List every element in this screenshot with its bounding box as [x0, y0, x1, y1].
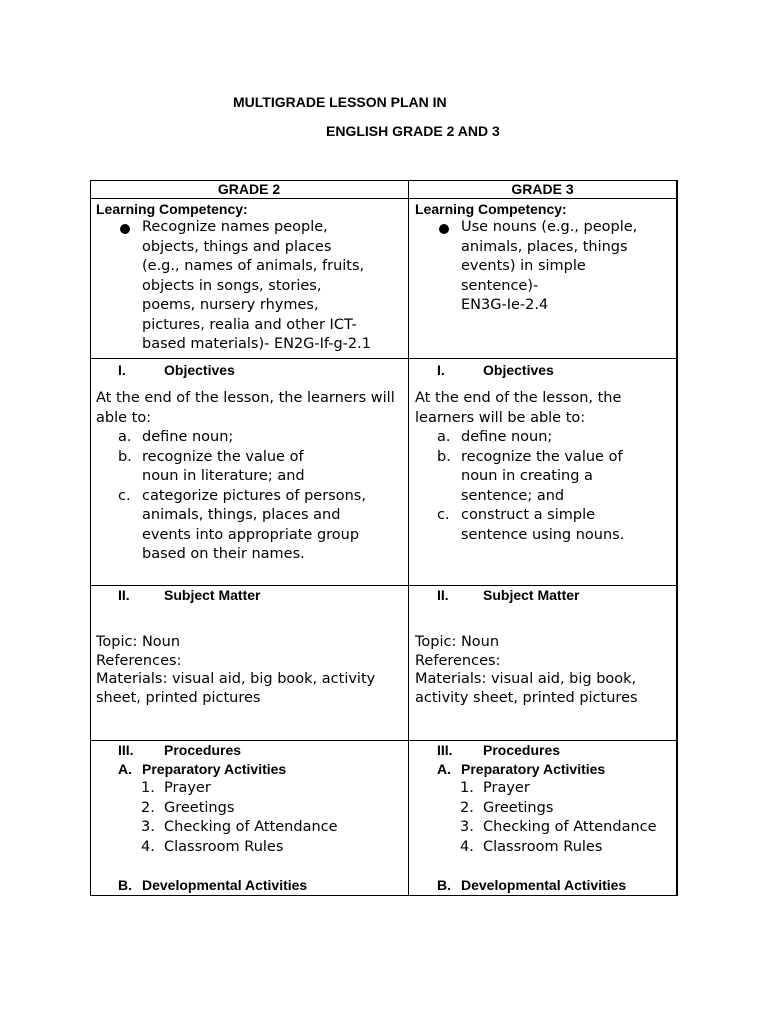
step-text: Prayer: [483, 780, 530, 796]
section-label: Objectives: [164, 362, 235, 378]
g2-topic: Topic: Noun: [96, 634, 181, 650]
g3-objective-a: [415, 428, 673, 448]
g2-objectives-heading: [96, 361, 408, 381]
list-marker: 4.: [141, 838, 155, 855]
roman-numeral: I.: [118, 362, 126, 378]
objective-line: noun in creating a: [461, 468, 593, 484]
list-marker: 2.: [141, 799, 155, 816]
g3-objectives-intro: learners will be able to:: [415, 409, 586, 426]
section-label: Procedures: [164, 742, 242, 758]
objective-line: animals, things, places and: [142, 507, 341, 523]
objective-line: construct a simple: [461, 507, 596, 523]
list-marker: B.: [437, 877, 451, 893]
g2-references: References:: [96, 652, 182, 669]
g2-competency-line: poems, nursery rhymes,: [142, 297, 319, 313]
list-marker: 3.: [141, 819, 155, 835]
step-text: Prayer: [164, 780, 211, 796]
g3-competency-line: EN3G-Ie-2.4: [461, 297, 549, 313]
g3-objective-c: [415, 506, 673, 545]
step-text: Checking of Attendance: [483, 819, 657, 835]
title-line-2: ENGLISH GRADE 2 AND 3: [326, 123, 500, 139]
g2-developmental-heading: [96, 876, 408, 896]
objective-line: define noun;: [142, 429, 234, 445]
list-marker: b.: [437, 448, 451, 465]
subsection-label: Developmental Activities: [142, 877, 308, 893]
g2-competency-line: (e.g., names of animals, fruits,: [142, 258, 365, 274]
roman-numeral: II.: [437, 587, 449, 603]
g2-objectives-cell: [96, 361, 408, 565]
roman-numeral: I.: [437, 362, 445, 378]
g2-preparatory-heading: [96, 760, 408, 779]
list-marker: 1.: [141, 780, 155, 796]
g2-competency-label: Learning Competency:: [96, 201, 248, 217]
g2-objectives-intro: able to:: [96, 409, 152, 426]
list-marker: A.: [118, 761, 132, 777]
section-label: Objectives: [483, 362, 554, 378]
subsection-label: Preparatory Activities: [461, 761, 606, 777]
g2-step: [96, 779, 408, 799]
table-border-left: [90, 180, 91, 896]
g3-objective-b: [415, 448, 673, 507]
bullet-icon: [439, 224, 449, 234]
g2-subject-matter-heading: [96, 586, 408, 606]
roman-numeral: II.: [118, 587, 130, 603]
table-border-right: [676, 180, 678, 896]
g3-subject-matter-heading: [415, 586, 673, 606]
g3-step: [415, 838, 673, 858]
g2-competency-line: objects in songs, stories,: [142, 277, 322, 294]
g3-competency-line: animals, places, things: [461, 238, 628, 255]
g3-competency-line: sentence)-: [461, 277, 539, 294]
g3-references: References:: [415, 652, 501, 669]
subsection-label: Developmental Activities: [461, 877, 627, 893]
g2-step: [96, 799, 408, 819]
g3-developmental-heading: [415, 876, 673, 896]
g3-competency-label: Learning Competency:: [415, 201, 567, 217]
g3-objectives-intro: At the end of the lesson, the: [415, 390, 622, 406]
roman-numeral: III.: [118, 742, 134, 758]
list-marker: 1.: [460, 780, 474, 796]
g3-materials: activity sheet, printed pictures: [415, 689, 638, 706]
bullet-icon: [120, 224, 130, 234]
objective-line: based on their names.: [142, 546, 305, 562]
g2-objective-c: [96, 487, 408, 565]
section-label: Subject Matter: [164, 587, 261, 603]
step-text: Classroom Rules: [483, 838, 603, 855]
g2-procedures-cell: [96, 741, 408, 896]
g3-step: [415, 799, 673, 819]
step-text: Checking of Attendance: [164, 819, 338, 835]
g3-competency-line: Use nouns (e.g., people,: [461, 219, 638, 235]
objective-line: sentence; and: [461, 487, 565, 504]
g3-step: [415, 818, 673, 838]
g3-preparatory-heading: [415, 760, 673, 779]
g2-step: [96, 818, 408, 838]
step-text: Classroom Rules: [164, 838, 284, 855]
g2-objectives-intro: At the end of the lesson, the learners will: [96, 390, 395, 406]
list-marker: 2.: [460, 799, 474, 816]
g3-materials: Materials: visual aid, big book,: [415, 671, 637, 687]
g3-topic: Topic: Noun: [415, 634, 500, 650]
list-marker: a.: [437, 429, 451, 445]
g2-materials: sheet, printed pictures: [96, 689, 261, 706]
g3-procedures-cell: [415, 741, 673, 896]
g3-subject-matter-cell: [415, 586, 673, 707]
g3-competency-line: events) in simple: [461, 258, 586, 274]
list-marker: A.: [437, 761, 451, 777]
g3-step: [415, 779, 673, 799]
list-marker: b.: [118, 448, 132, 465]
list-marker: c.: [437, 507, 450, 523]
list-marker: 4.: [460, 838, 474, 855]
g3-objectives-heading: [415, 361, 673, 381]
g2-competency-cell: [96, 200, 408, 355]
g2-materials: Materials: visual aid, big book, activity: [96, 671, 376, 687]
objective-line: define noun;: [461, 429, 553, 445]
objective-line: events into appropriate group: [142, 526, 360, 543]
list-marker: c.: [118, 487, 131, 504]
list-marker: B.: [118, 877, 132, 893]
list-marker: 3.: [460, 819, 474, 835]
g2-competency-line: Recognize names people,: [142, 219, 328, 235]
g3-competency-cell: [415, 200, 673, 316]
roman-numeral: III.: [437, 742, 453, 758]
g3-objectives-cell: [415, 361, 673, 545]
column-divider: [408, 180, 409, 896]
row-divider-1: [90, 358, 677, 359]
lesson-plan-table: [90, 180, 677, 896]
objective-line: categorize pictures of persons,: [142, 487, 366, 504]
section-label: Subject Matter: [483, 587, 580, 603]
title-line-1: MULTIGRADE LESSON PLAN IN: [233, 94, 447, 110]
g3-procedures-heading: [415, 741, 673, 760]
objective-line: recognize the value of: [461, 448, 623, 465]
g2-competency-line: based materials)- EN2G-If-g-2.1: [142, 336, 371, 352]
column-header-grade-3: GRADE 3: [511, 181, 574, 197]
g2-competency-line: objects, things and places: [142, 238, 332, 255]
g2-objective-a: [96, 428, 408, 448]
g3-competency-bullet: [415, 218, 673, 316]
column-header-grade-2: GRADE 2: [217, 181, 281, 197]
objective-line: recognize the value of: [142, 448, 304, 465]
step-text: Greetings: [483, 799, 554, 816]
g2-competency-bullet: [96, 218, 408, 355]
list-marker: a.: [118, 429, 132, 445]
step-text: Greetings: [164, 799, 235, 816]
g2-procedures-heading: [96, 741, 408, 760]
objective-line: sentence using nouns.: [461, 526, 625, 543]
header-divider: [90, 198, 677, 199]
g2-step: [96, 838, 408, 858]
subsection-label: Preparatory Activities: [142, 761, 287, 777]
g2-objective-b: [96, 448, 408, 487]
section-label: Procedures: [483, 742, 561, 758]
g2-subject-matter-cell: [96, 586, 408, 707]
objective-line: noun in literature; and: [142, 468, 305, 484]
g2-competency-line: pictures, realia and other ICT-: [142, 316, 357, 333]
